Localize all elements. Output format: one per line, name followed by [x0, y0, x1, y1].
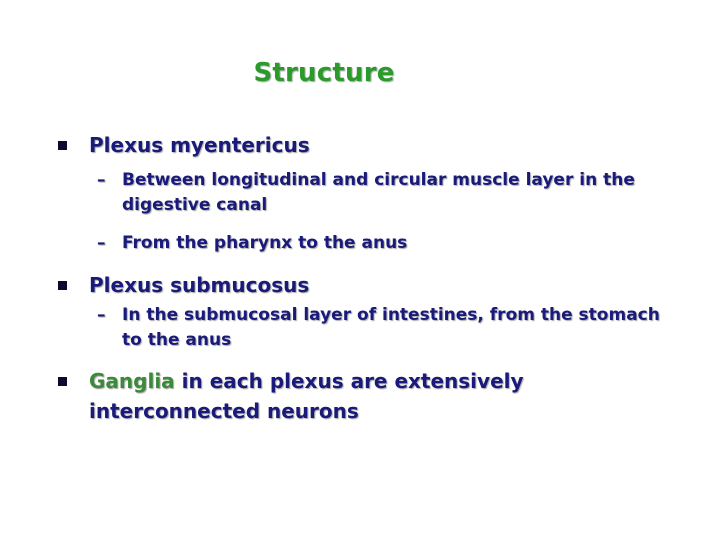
- bullet-marker: [58, 281, 67, 290]
- subitem-submucosal-layer: In the submucosal layer of intestines, from the stomach to the anus: [122, 305, 660, 350]
- dash-marker: –: [97, 170, 106, 190]
- bullet-plexus-myentericus: Plexus myentericus: [89, 133, 310, 157]
- bullet-plexus-submucosus: Plexus submucosus: [89, 273, 310, 297]
- subitem-between-muscle-layers: Between longitudinal and circular muscle layer in the digestive canal: [122, 170, 635, 215]
- bullet-marker: [58, 141, 67, 150]
- dash-marker: –: [97, 305, 106, 325]
- bullet-marker: [58, 377, 67, 386]
- bullet-ganglia: [89, 366, 569, 426]
- slide-title: Structure: [253, 58, 395, 88]
- dash-marker: –: [97, 233, 106, 253]
- ganglia-description: in each plexus are extensively interconnected neurons: [89, 369, 524, 423]
- subitem-pharynx-to-anus: From the pharynx to the anus: [122, 233, 408, 253]
- ganglia-highlight: Ganglia: [89, 369, 175, 393]
